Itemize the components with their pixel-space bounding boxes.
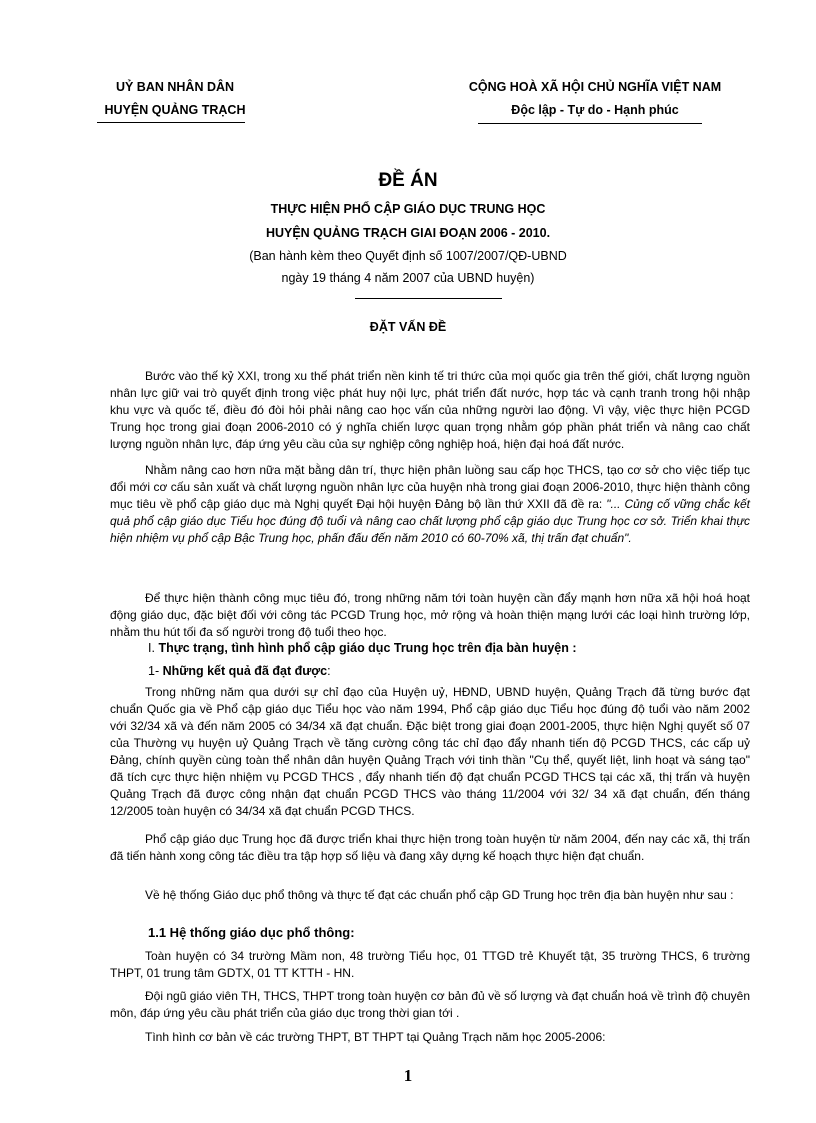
title-divider [355,298,502,299]
heading-2-number: 1- [148,664,160,678]
paragraph-objectives [110,462,750,547]
document-decision-date: ngày 19 tháng 4 năm 2007 của UBND huyện) [281,271,535,285]
heading-section-1 [148,641,577,655]
issuer-line-2: HUYỆN QUẢNG TRẠCH [104,103,246,117]
heading-subsection-1 [148,664,331,678]
paragraph-implementation: Để thực hiện thành công mục tiêu đó, trong những năm tới toàn huyện cần đẩy mạnh hơn nữa xã hội hoá hoạt động giáo dục, đặc biệt đối với công tác PCGD Trung học, mở rộng và hoàn thiện mạng lưới các loại hình trường lớp, nhằm thu hút tối đa số người trong độ tuổi theo học. [110,591,750,639]
document-decision-ref: (Ban hành kèm theo Quyết định số 1007/2007/QĐ-UBND [249,249,567,263]
motto-underline [478,123,702,124]
document-title: ĐỀ ÁN [378,170,438,191]
document-subtitle-1: THỰC HIỆN PHỔ CẬP GIÁO DỤC TRUNG HỌC [270,202,546,216]
section-heading: ĐẶT VẤN ĐỀ [369,320,447,334]
paragraph-highschool-status: Tình hình cơ bản về các trường THPT, BT THPT tại Quảng Trạch năm học 2005-2006: [145,1030,606,1044]
objectives-lead: Nhằm nâng cao hơn nữa mặt bằng dân trí, thực hiện phân luồng sau cấp học THCS, tạo cơ sở cho việc tiếp tục đổi mới cơ cấu sản xuất và chất lượng nguồn nhân lực của huyện nhà trong giai đoạn 2006-2010, thực hiện thành công mục tiêu về phổ cập giáo dục mà Nghị quyết Đại hội huyện Đảng bộ lần thứ XXII đã đề ra: [110,463,750,511]
document-subtitle-2: HUYỆN QUẢNG TRẠCH GIAI ĐOẠN 2006 - 2010. [265,226,551,240]
heading-1-text: Thực trạng, tình hình phổ cập giáo dục Trung học trên địa bàn huyện : [158,641,577,655]
paragraph-system-intro: Về hệ thống Giáo dục phổ thông và thực tế đạt các chuẩn phổ cập GD Trung học trên địa bàn huyện như sau : [145,888,734,902]
country-name: CỘNG HOÀ XÃ HỘI CHỦ NGHĨA VIỆT NAM [468,80,722,94]
issuer-line-1: UỶ BAN NHÂN DÂN [115,80,235,94]
issuer-underline [97,122,245,123]
paragraph-teachers: Đội ngũ giáo viên TH, THCS, THPT trong toàn huyện cơ bản đủ về số lượng và đạt chuẩn hoá về trình độ chuyên môn, đáp ứng yêu cầu phát triển của giáo dục trong thời gian tới . [110,989,750,1020]
heading-subsection-1-1: 1.1 Hệ thống giáo dục phổ thông: [148,925,355,940]
paragraph-school-count: Toàn huyện có 34 trường Mầm non, 48 trường Tiểu học, 01 TTGD trẻ Khuyết tật, 35 trường THCS, 6 trường THPT, 01 trung tâm GDTX, 01 TT KTTH - HN. [110,949,750,980]
paragraph-secondary-rollout: Phổ cập giáo dục Trung học đã được triển khai thực hiện trong toàn huyện từ năm 2004, đến nay các xã, thị trấn đã tiến hành xong công tác điều tra tập hợp số liệu và đang xây dựng kế hoạch thực hiện đạt chuẩn. [110,832,750,863]
issuer-block [95,76,255,122]
paragraph-achievements: Trong những năm qua dưới sự chỉ đạo của Huyện uỷ, HĐND, UBND huyện, Quảng Trạch đã từng bước đạt chuẩn Quốc gia về Phổ cập giáo dục Tiểu học vào năm 1994, Phổ cập giáo dục Tiểu học đúng độ tuổi vào năm 2002 với 32/34 xã và đến năm 2005 có 34/34 xã đạt chuẩn. Đặc biệt trong giai đoạn 2001-2005, thực hiện Nghị quyết số 07 của Thường vụ huyện uỷ Quảng Trạch về tăng cường công tác chỉ đạo đẩy nhanh tiến độ PCGD THCS, các cấp uỷ Đảng, chính quyền cùng toàn thể nhân dân huyện Quảng Trạch với tinh thần "Cụ thể, quyết liệt, linh hoạt và sáng tạo" đã tích cực thực hiện nhiệm vụ PCGD THCS , đẩy nhanh tiến độ đạt chuẩn PCGD THCS tại các xã, thị trấn và huyện Quảng Trạch đã được công nhận đạt chuẩn PCGD THCS vào tháng 11/2004 với 32/ 34 xã đạt chuẩn, đến tháng 12/2005 toàn huyện có 34/34 xã đạt chuẩn PCGD THCS. [110,685,750,818]
national-motto-block [430,76,760,122]
heading-2-text: Những kết quả đã đạt được [162,664,328,678]
paragraph-intro: Bước vào thế kỷ XXI, trong xu thế phát triển nền kinh tế tri thức của mọi quốc gia trên thế giới, chất lượng nguồn nhân lực giữ vai trò quyết định trong việc phát huy nội lực, phát triển đất nước, hợp tác và cạnh tranh trong hội nhập khu vực và quốc tế, điều đó đòi hỏi phải nâng cao học vấn của những người lao động. Vì vậy, việc thực hiện PCGD Trung học trong giai đoạn 2006-2010 có ý nghĩa chiến lược quan trọng nhằm góp phần phát triển và nâng cao chất lượng nguồn nhân lực, đáp ứng yêu cầu của sự nghiệp công nghiệp hoá, hiện đại hoá đất nước. [110,369,750,451]
resolution-quote: "... Củng cố vững chắc kết quả phổ cập giáo dục Tiểu học đúng độ tuổi và nâng cao chất lượng phổ cập giáo dục Trung học cơ sở. Triển khai thực hiện nhiệm vụ phổ cập Bậc Trung học, phấn đấu đến năm 2010 có 60-70% xã, thị trấn đạt chuẩn". [110,497,750,545]
page-number: 1 [403,1066,413,1085]
national-motto: Độc lập - Tự do - Hạnh phúc [511,103,679,117]
heading-1-number: I. [148,641,155,655]
heading-2-colon: : [327,664,331,678]
